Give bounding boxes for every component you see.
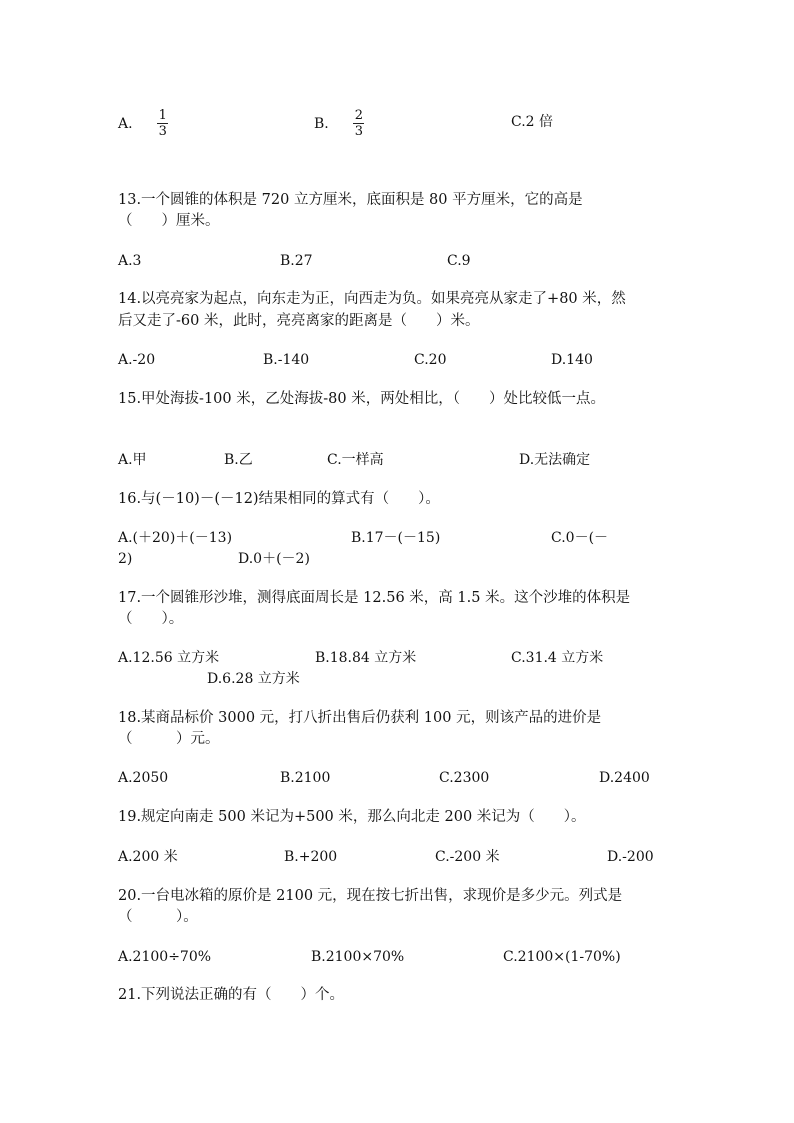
q15-option-d: D.无法确定	[519, 452, 591, 468]
q15-text-line1: 15.甲处海拔-100 米，乙处海拔-80 米，两处相比，（ ）处比较低一点。	[118, 391, 605, 407]
q20-option-b: B.2100×70%	[311, 949, 405, 965]
q17-option-d: D.6.28 立方米	[207, 671, 300, 687]
q16-option-d: D.0＋(－2)	[238, 551, 310, 567]
q14-option-a: A.-20	[118, 352, 156, 368]
q20-text-line1: 20.一台电冰箱的原价是 2100 元，现在按七折出售，求现价是多少元。列式是	[118, 888, 623, 904]
q16-option-b: B.17－(－15)	[351, 530, 441, 546]
q19-option-c: C.-200 米	[435, 849, 500, 865]
option-label: B.	[314, 115, 329, 132]
q18-option-b: B.2100	[280, 770, 331, 786]
q19-text-line1: 19.规定向南走 500 米记为+500 米，那么向北走 200 米记为（ ）。	[118, 809, 586, 825]
q14-text-line2: 后又走了-60 米，此时，亮亮离家的距离是（ ）米。	[118, 313, 480, 329]
q18-option-d: D.2400	[599, 770, 650, 786]
q12-option-b	[314, 108, 365, 139]
q19-option-b: B.+200	[284, 849, 338, 865]
q18-option-a: A.2050	[118, 770, 169, 786]
numerator: 2	[354, 108, 364, 123]
q15-option-a: A.甲	[118, 452, 147, 468]
q13-option-b: B.27	[280, 253, 313, 269]
q19-option-d: D.-200	[607, 849, 654, 865]
q16-text-line1: 16.与(－10)－(－12)结果相同的算式有（ ）。	[118, 491, 440, 507]
q15-option-c: C.一样高	[327, 452, 384, 468]
denominator: 3	[354, 124, 364, 139]
q19-option-a: A.200 米	[118, 849, 178, 865]
q12-option-c: C.2 倍	[511, 114, 554, 130]
q16-option-c-cont: 2)	[118, 551, 133, 567]
q13-option-a: A.3	[118, 253, 142, 269]
q17-text-line1: 17.一个圆锥形沙堆，测得底面周长是 12.56 米，高 1.5 米。这个沙堆的体积是	[118, 590, 631, 606]
q16-option-c: C.0－(－	[551, 530, 609, 546]
q20-option-c: C.2100×(1-70%)	[503, 949, 621, 965]
q21-text-line1: 21.下列说法正确的有（ ）个。	[118, 987, 345, 1003]
fraction-one-third	[157, 108, 169, 139]
q17-option-c: C.31.4 立方米	[511, 650, 604, 666]
fraction-two-thirds	[353, 108, 365, 139]
q20-option-a: A.2100÷70%	[118, 949, 212, 965]
q20-text-line2: （ ）。	[118, 909, 198, 925]
q13-option-c: C.9	[447, 253, 471, 269]
q16-option-a: A.(＋20)＋(－13)	[118, 530, 233, 546]
q13-text-line2: （ ）厘米。	[118, 213, 220, 229]
q17-text-line2: （ ）。	[118, 611, 184, 627]
q12-option-a	[118, 108, 169, 139]
q18-text-line2: （ ）元。	[118, 731, 220, 747]
q15-option-b: B.乙	[224, 452, 253, 468]
denominator: 3	[158, 124, 167, 139]
q18-option-c: C.2300	[439, 770, 490, 786]
option-label: A.	[118, 115, 133, 132]
q18-text-line1: 18.某商品标价 3000 元，打八折出售后仍获利 100 元，则该产品的进价是	[118, 710, 602, 726]
q17-option-a: A.12.56 立方米	[118, 650, 220, 666]
q13-text-line1: 13.一个圆锥的体积是 720 立方厘米，底面积是 80 平方厘米，它的高是	[118, 192, 583, 208]
q17-option-b: B.18.84 立方米	[315, 650, 417, 666]
q14-text-line1: 14.以亮亮家为起点，向东走为正，向西走为负。如果亮亮从家走了+80 米，然	[118, 291, 626, 307]
q14-option-c: C.20	[414, 352, 447, 368]
q14-option-b: B.-140	[263, 352, 310, 368]
numerator: 1	[158, 108, 167, 123]
q14-option-d: D.140	[551, 352, 593, 368]
